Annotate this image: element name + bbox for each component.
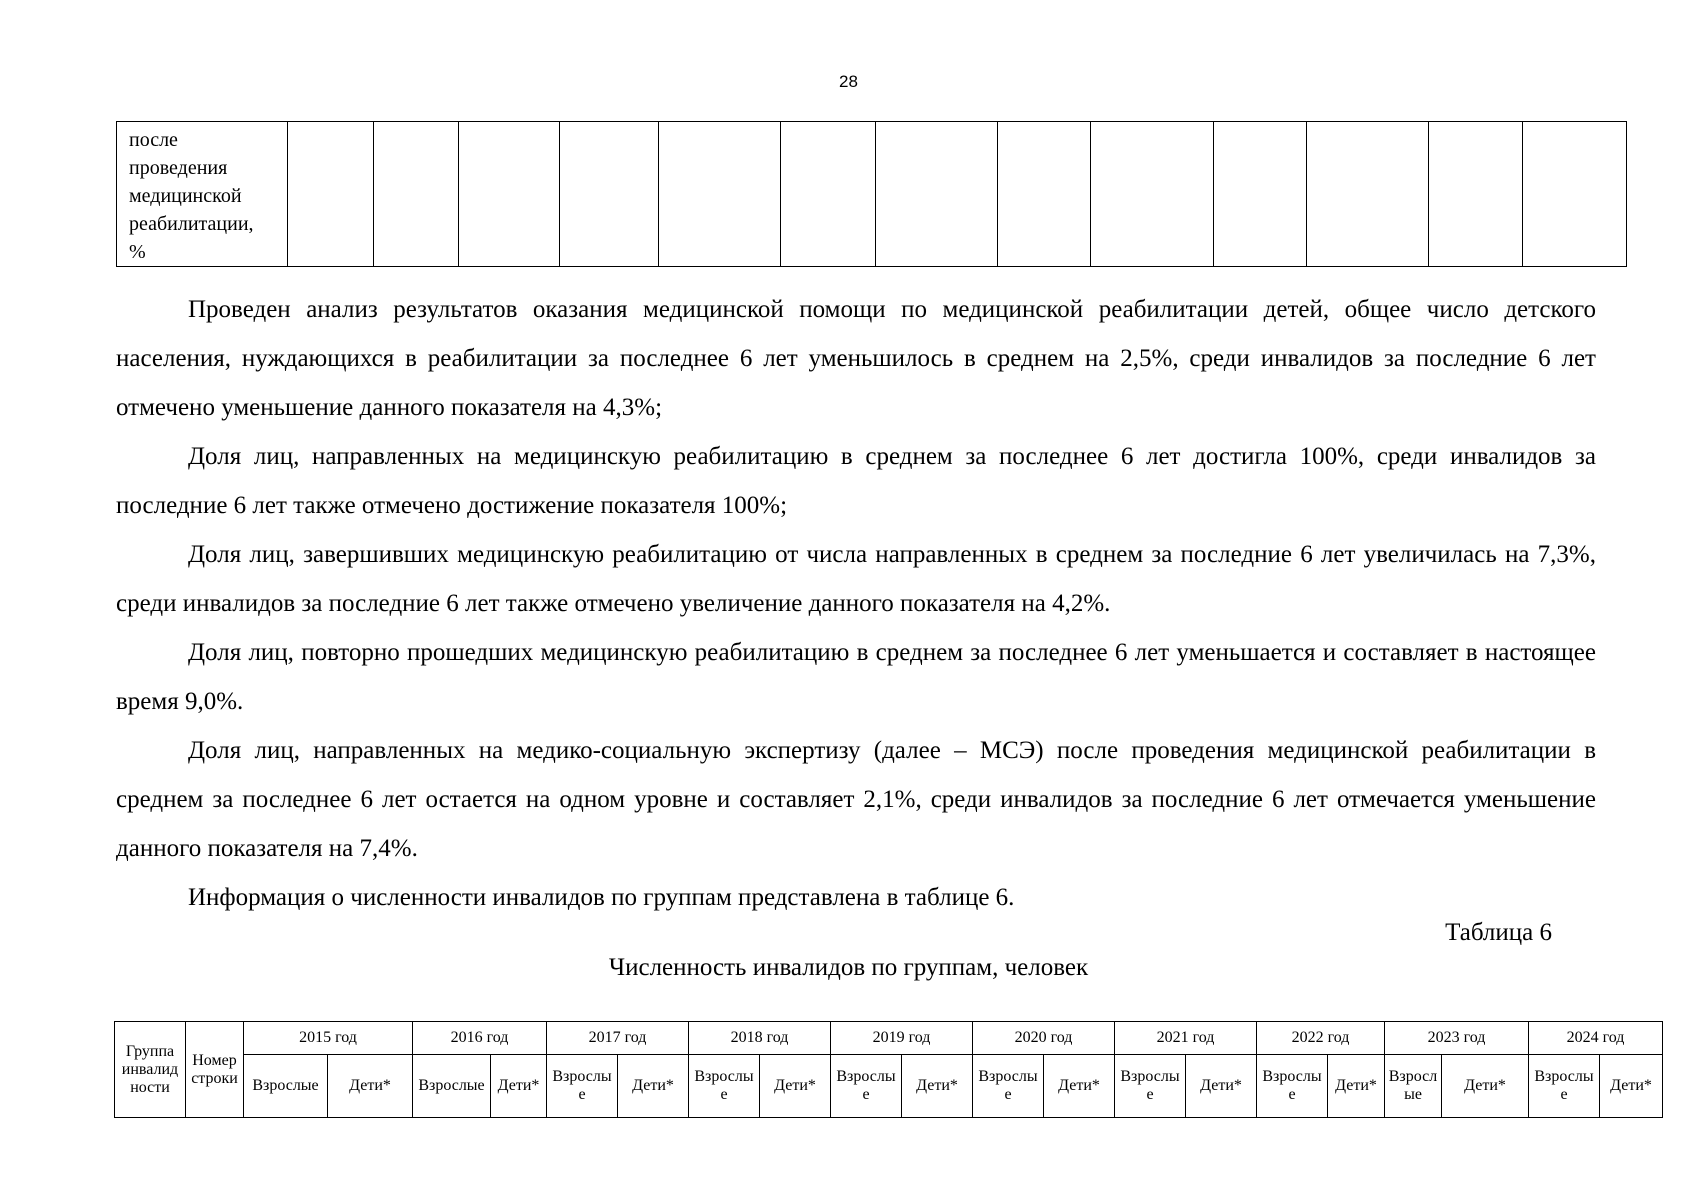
table-title: Численность инвалидов по группам, человек bbox=[608, 954, 1089, 981]
adults-header: Взросл ые bbox=[1385, 1054, 1442, 1117]
paragraph: Доля лиц, повторно прошедших медицинскую реабилитацию в среднем за последнее 6 лет уменьшается и составляет в настоящее время 9,0%. bbox=[116, 639, 1596, 715]
paragraph: Доля лиц, направленных на медико-социальную экспертизу (далее – МСЭ) после проведения медицинской реабилитации в среднем за последнее 6 лет остается на одном уровне и составляет 2,1%, среди инвалидов за последние 6 лет отмечается уменьшение данного показателя на 7,4%. bbox=[116, 737, 1596, 862]
children-header: Дети* bbox=[1044, 1054, 1115, 1117]
paragraph: Доля лиц, завершивших медицинскую реабилитацию от числа направленных в среднем за последние 6 лет увеличилась на 7,3%, среди инвалидов за последние 6 лет также отмечено увеличение данного показателя на 4,2%. bbox=[116, 541, 1596, 617]
year-header: 2022 год bbox=[1257, 1022, 1385, 1055]
adults-header: Взрослы е bbox=[1115, 1054, 1186, 1117]
year-header: 2021 год bbox=[1115, 1022, 1257, 1055]
empty-cell bbox=[374, 122, 459, 267]
children-header: Дети* bbox=[1442, 1054, 1529, 1117]
adults-header: Взрослы е bbox=[689, 1054, 760, 1117]
year-header: 2015 год bbox=[244, 1022, 413, 1055]
empty-cell bbox=[1307, 122, 1429, 267]
children-header: Дети* bbox=[491, 1054, 547, 1117]
empty-cell bbox=[288, 122, 374, 267]
children-header: Дети* bbox=[1328, 1054, 1385, 1117]
adults-header: Взрослы е bbox=[973, 1054, 1044, 1117]
body-text bbox=[116, 285, 1596, 922]
disability-groups-table bbox=[114, 1021, 1663, 1118]
page-number: 28 bbox=[839, 72, 858, 91]
paragraph: Информация о численности инвалидов по группам представлена в таблице 6. bbox=[188, 884, 1015, 911]
row-label-cell: после проведения медицинской реабилитации, % bbox=[117, 122, 288, 267]
empty-cell bbox=[997, 122, 1091, 267]
empty-cell bbox=[459, 122, 560, 267]
year-header: 2023 год bbox=[1385, 1022, 1529, 1055]
children-header: Дети* bbox=[618, 1054, 689, 1117]
continued-table bbox=[116, 121, 1627, 267]
children-header: Дети* bbox=[1600, 1054, 1663, 1117]
empty-cell bbox=[875, 122, 997, 267]
empty-cell bbox=[1522, 122, 1626, 267]
adults-header: Взрослы е bbox=[547, 1054, 618, 1117]
children-header: Дети* bbox=[760, 1054, 831, 1117]
empty-cell bbox=[1091, 122, 1213, 267]
table-label: Таблица 6 bbox=[1445, 919, 1552, 946]
year-header: 2019 год bbox=[831, 1022, 973, 1055]
year-header: 2018 год bbox=[689, 1022, 831, 1055]
paragraph: Проведен анализ результатов оказания медицинской помощи по медицинской реабилитации детей, общее число детского населения, нуждающихся в реабилитации за последнее 6 лет уменьшилось в среднем на 2,5%, среди инвалидов за последние 6 лет отмечено уменьшение данного показателя на 4,3%; bbox=[116, 296, 1596, 421]
year-header: 2017 год bbox=[547, 1022, 689, 1055]
paragraph: Доля лиц, направленных на медицинскую реабилитацию в среднем за последнее 6 лет достигла 100%, среди инвалидов за последние 6 лет также отмечено достижение показателя 100%; bbox=[116, 443, 1596, 519]
empty-cell bbox=[1213, 122, 1307, 267]
children-header: Дети* bbox=[328, 1054, 413, 1117]
adults-header: Взрослые bbox=[413, 1054, 491, 1117]
empty-cell bbox=[781, 122, 876, 267]
table-subheader-row bbox=[115, 1054, 1663, 1117]
adults-header: Взрослы е bbox=[1257, 1054, 1328, 1117]
children-header: Дети* bbox=[1186, 1054, 1257, 1117]
year-header: 2016 год bbox=[413, 1022, 547, 1055]
adults-header: Взрослые bbox=[244, 1054, 328, 1117]
group-column-header: Группа инвалид ности bbox=[115, 1022, 186, 1118]
year-header: 2020 год bbox=[973, 1022, 1115, 1055]
children-header: Дети* bbox=[902, 1054, 973, 1117]
year-header: 2024 год bbox=[1529, 1022, 1663, 1055]
row-number-column-header: Номер строки bbox=[186, 1022, 244, 1118]
adults-header: Взрослы е bbox=[831, 1054, 902, 1117]
table-row bbox=[117, 122, 1627, 267]
empty-cell bbox=[658, 122, 780, 267]
empty-cell bbox=[560, 122, 659, 267]
table-header-row bbox=[115, 1022, 1663, 1055]
adults-header: Взрослы е bbox=[1529, 1054, 1600, 1117]
empty-cell bbox=[1429, 122, 1523, 267]
